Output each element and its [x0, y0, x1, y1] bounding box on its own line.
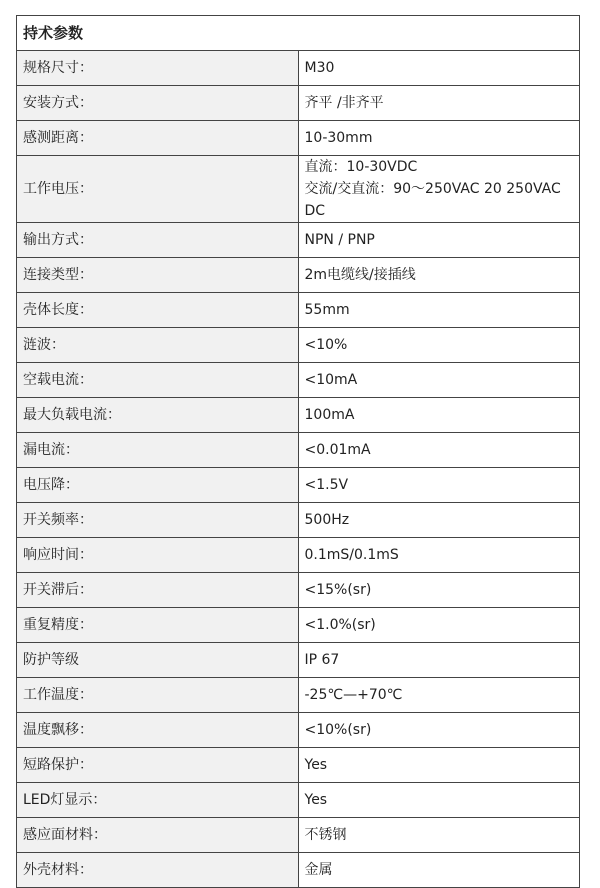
- spec-value: [298, 818, 580, 853]
- table-row: [17, 433, 580, 468]
- spec-label: 工作温度：: [17, 678, 299, 713]
- spec-label: 最大负载电流：: [17, 398, 299, 433]
- spec-label: 壳体长度：: [17, 293, 299, 328]
- spec-value: [298, 783, 580, 818]
- spec-value-line: Yes: [304, 792, 328, 808]
- spec-label: 电压降：: [17, 468, 299, 503]
- table-row: [17, 573, 580, 608]
- table-row: [17, 258, 580, 293]
- spec-value-line: M30: [304, 60, 335, 76]
- spec-value: [298, 223, 580, 258]
- spec-label: 输出方式：: [17, 223, 299, 258]
- spec-value-line: 2m电缆线/接插线: [304, 267, 416, 283]
- table-title: 持术参数: [17, 16, 580, 51]
- spec-value: [298, 293, 580, 328]
- spec-label: 漏电流：: [17, 433, 299, 468]
- spec-value-line: 不锈钢: [304, 827, 347, 843]
- table-row: [17, 538, 580, 573]
- table-row: [17, 608, 580, 643]
- spec-value: [298, 156, 580, 223]
- spec-label: 防护等级: [17, 643, 299, 678]
- spec-value-line: 500Hz: [304, 512, 350, 528]
- spec-value-line: IP 67: [304, 652, 340, 668]
- spec-value-line: 100mA: [304, 407, 355, 423]
- spec-table: [16, 15, 580, 888]
- table-row: [17, 156, 580, 223]
- spec-value: [298, 573, 580, 608]
- spec-value-line: 55mm: [304, 302, 350, 318]
- spec-value: [298, 328, 580, 363]
- spec-value: [298, 51, 580, 86]
- table-row: [17, 293, 580, 328]
- spec-value-line: 直流：10-30VDC: [304, 159, 418, 175]
- spec-value: [298, 258, 580, 293]
- spec-value-line: 0.1mS/0.1mS: [304, 547, 399, 563]
- spec-label: 空载电流：: [17, 363, 299, 398]
- table-row: [17, 398, 580, 433]
- spec-value: [298, 678, 580, 713]
- spec-label: 安装方式：: [17, 86, 299, 121]
- spec-value-line: 交流/交直流：90～250VAC 20 250VAC DC: [304, 181, 561, 219]
- table-row: [17, 853, 580, 888]
- spec-value: [298, 643, 580, 678]
- spec-value: [298, 363, 580, 398]
- spec-value-line: -25℃—+70℃: [304, 687, 403, 703]
- spec-value: [298, 608, 580, 643]
- table-row: [17, 503, 580, 538]
- spec-value-line: <15%(sr): [304, 582, 372, 598]
- spec-label: 外壳材料：: [17, 853, 299, 888]
- spec-value-line: <1.5V: [304, 477, 349, 493]
- spec-label: 工作电压：: [17, 156, 299, 223]
- table-title-row: [17, 16, 580, 51]
- table-row: [17, 643, 580, 678]
- spec-value: [298, 853, 580, 888]
- spec-label: 感应面材料：: [17, 818, 299, 853]
- table-row: [17, 86, 580, 121]
- table-row: [17, 748, 580, 783]
- spec-label: 温度飘移：: [17, 713, 299, 748]
- spec-value-line: 10-30mm: [304, 130, 373, 146]
- spec-value: [298, 433, 580, 468]
- spec-value-line: 金属: [304, 862, 333, 878]
- spec-value: [298, 468, 580, 503]
- spec-value-line: <1.0%(sr): [304, 617, 376, 633]
- spec-label: 开关频率：: [17, 503, 299, 538]
- spec-value: [298, 748, 580, 783]
- spec-label: 开关滞后：: [17, 573, 299, 608]
- table-row: [17, 363, 580, 398]
- spec-value-line: <0.01mA: [304, 442, 371, 458]
- spec-value: [298, 121, 580, 156]
- spec-value: [298, 538, 580, 573]
- table-row: [17, 713, 580, 748]
- spec-value-line: <10%(sr): [304, 722, 372, 738]
- table-row: [17, 51, 580, 86]
- spec-value: [298, 86, 580, 121]
- spec-value-line: <10mA: [304, 372, 358, 388]
- spec-value-line: NPN / PNP: [304, 232, 375, 248]
- spec-label: 涟波：: [17, 328, 299, 363]
- table-row: [17, 328, 580, 363]
- table-row: [17, 121, 580, 156]
- spec-label: 连接类型：: [17, 258, 299, 293]
- spec-value-line: Yes: [304, 757, 328, 773]
- spec-label: LED灯显示：: [17, 783, 299, 818]
- spec-value-line: 齐平 /非齐平: [304, 95, 384, 111]
- table-row: [17, 223, 580, 258]
- spec-label: 规格尺寸：: [17, 51, 299, 86]
- spec-value: [298, 713, 580, 748]
- table-row: [17, 783, 580, 818]
- spec-label: 感测距离：: [17, 121, 299, 156]
- spec-value: [298, 398, 580, 433]
- table-row: [17, 678, 580, 713]
- table-row: [17, 818, 580, 853]
- spec-label: 响应时间：: [17, 538, 299, 573]
- spec-value-line: <10%: [304, 337, 348, 353]
- spec-value: [298, 503, 580, 538]
- table-row: [17, 468, 580, 503]
- spec-table-body: [17, 16, 580, 888]
- spec-label: 重复精度：: [17, 608, 299, 643]
- spec-label: 短路保护：: [17, 748, 299, 783]
